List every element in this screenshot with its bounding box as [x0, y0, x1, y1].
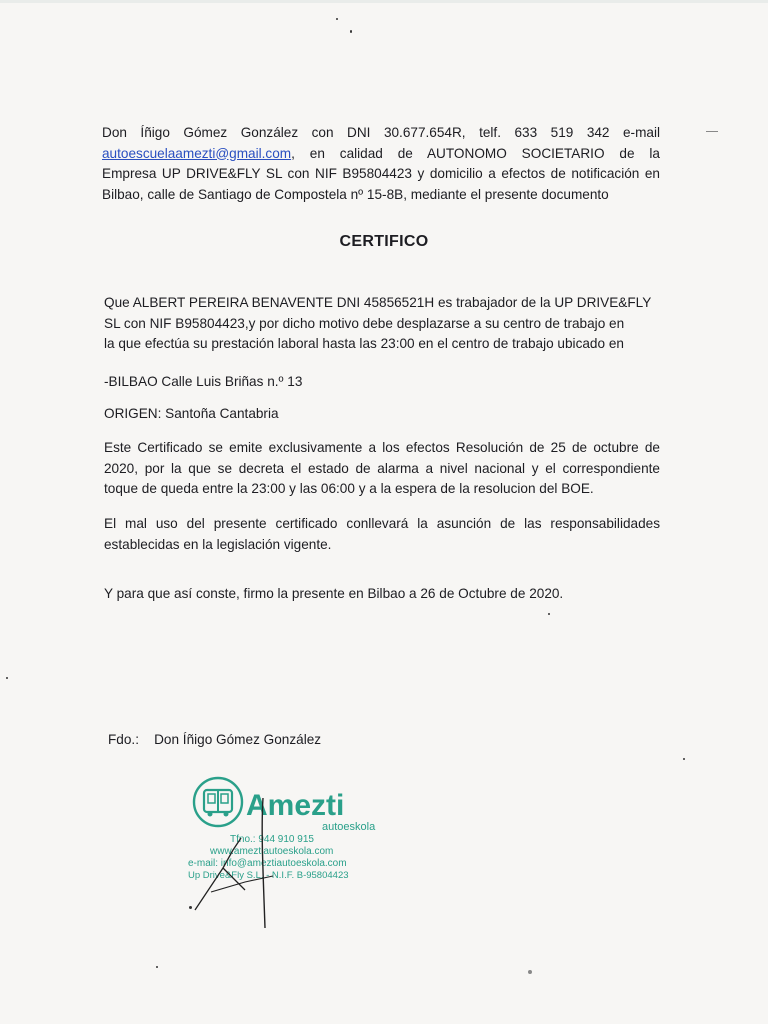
stamp-email: e-mail: info@ameztiautoeskola.com — [188, 858, 347, 869]
intro-line-4: Bilbao, calle de Santiago de Compostela nº 15-8B, mediante el presente documento — [102, 186, 609, 202]
page-top-edge — [0, 0, 768, 3]
purpose-paragraph — [104, 438, 660, 500]
stamp-company: Up Drive&Fly S.L. - N.I.F. B-95804423 — [188, 870, 349, 881]
worker-line-2: SL con NIF B95804423,y por dicho motivo debe desplazarse a su centro de trabajo en — [104, 315, 625, 331]
paper-speck — [6, 677, 8, 679]
stamp-subtitle: autoeskola — [322, 821, 376, 833]
worker-line-1: Que ALBERT PEREIRA BENAVENTE DNI 45856521H es trabajador de la UP DRIVE&FLY — [104, 295, 652, 310]
purpose-line-3: toque de queda entre la 23:00 y las 06:00 y a la espera de la resolucion del BOE. — [104, 481, 594, 496]
stamp-brand: Amezti — [246, 789, 345, 822]
misuse-line-2: establecidas en la legislación vigente. — [104, 536, 332, 552]
stamp-phone: Tfno.: 944 910 915 — [230, 834, 314, 845]
intro-line-3: Empresa UP DRIVE&FLY SL con NIF B95804423 y domicilio a efectos de notificación en — [102, 166, 660, 181]
paper-speck — [336, 18, 338, 20]
purpose-line-1: Este Certificado se emite exclusivamente a los efectos Resolución de 25 de octubre de — [104, 440, 660, 455]
handwritten-signature — [175, 790, 305, 930]
email-link[interactable]: autoescuelaamezti@gmail.com — [102, 145, 292, 161]
stamp-web: www.ameztiautoeskola.com — [210, 846, 334, 857]
worker-paragraph — [104, 293, 652, 355]
document-title: CERTIFICO — [339, 233, 429, 250]
purpose-line-2: 2020, por la que se decreta el estado de alarma a nivel nacional y el correspondiente — [104, 460, 660, 476]
origin-line: ORIGEN: Santoña Cantabria — [104, 406, 279, 421]
intro-line-2-rest: , en calidad de AUTONOMO SOCIETARIO de la — [291, 145, 660, 161]
paper-speck — [156, 966, 158, 968]
paper-speck — [548, 613, 550, 615]
misuse-paragraph — [104, 514, 660, 555]
paper-speck — [683, 758, 685, 760]
paper-speck — [350, 30, 352, 33]
intro-line-2 — [102, 144, 660, 165]
worker-line-3: la que efectúa su prestación laboral hasta las 23:00 en el centro de trabajo ubicado en — [104, 336, 624, 351]
paper-speck — [189, 906, 192, 909]
misuse-line-1: El mal uso del presente certificado conllevará la asunción de las responsabilidades — [104, 516, 660, 531]
address-line: -BILBAO Calle Luis Briñas n.º 13 — [104, 374, 303, 389]
closing-line: Y para que así conste, firmo la presente en Bilbao a 26 de Octubre de 2020. — [104, 586, 564, 601]
paper-speck — [528, 970, 532, 974]
signed-by-line: Fdo.: Don Íñigo Gómez González — [108, 732, 322, 747]
intro-paragraph — [102, 123, 660, 205]
intro-line-1: Don Íñigo Gómez González con DNI 30.677.654R, telf. 633 519 342 e-mail — [102, 125, 660, 140]
paper-speck — [706, 131, 718, 132]
